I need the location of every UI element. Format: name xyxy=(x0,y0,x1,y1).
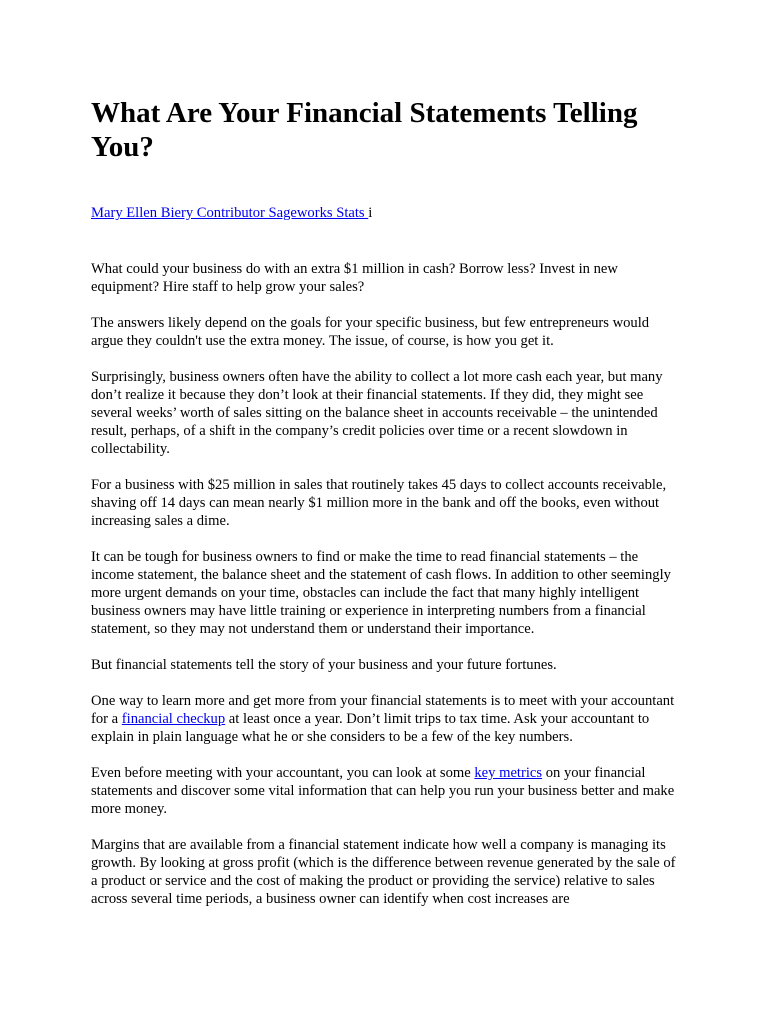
paragraph-7-text-after: at least once a year. Don’t limit trips to tax time. Ask your accountant to explain in plain language what he or she considers to be a few of the key numbers. xyxy=(91,711,650,745)
author-link[interactable]: Mary Ellen Biery Contributor Sageworks Stats xyxy=(91,205,369,221)
paragraph-7-text-before: One way to learn more and get more from your financial statements is to meet with your accountant for a xyxy=(91,693,675,727)
paragraph-6: But financial statements tell the story of your business and your future fortunes. xyxy=(91,657,557,673)
paragraph-4: For a business with $25 million in sales that routinely takes 45 days to collect accounts receivable, shaving off 14 days can mean nearly $1 million more in the bank and off the books, even without increasing sales a dime. xyxy=(91,477,667,529)
financial-checkup-link[interactable]: financial checkup xyxy=(121,711,226,727)
paragraph-8-text-before: Even before meeting with your accountant, you can look at some xyxy=(91,765,475,781)
byline xyxy=(91,204,681,222)
key-metrics-link[interactable]: key metrics xyxy=(474,765,543,781)
paragraph-7 xyxy=(91,692,681,746)
paragraph-8 xyxy=(91,764,681,818)
paragraph-8-text-after: on your financial statements and discover some vital information that can help you run your business better and make more money. xyxy=(91,765,675,817)
article-title: What Are Your Financial Statements Telling You? xyxy=(91,97,638,163)
article-body xyxy=(91,260,681,908)
document-page xyxy=(91,96,681,926)
paragraph-2: The answers likely depend on the goals for your specific business, but few entrepreneurs would argue they couldn't use the extra money. The issue, of course, is how you get it. xyxy=(91,315,650,349)
paragraph-5: It can be tough for business owners to find or make the time to read financial statements – the income statement, the balance sheet and the statement of cash flows. In addition to other seemingly more urgent demands on your time, obstacles can include the fact that many highly intelligent business owners may have little training or experience in interpreting numbers from a financial statement, so they may not understand them or understand their importance. xyxy=(91,549,671,637)
info-icon[interactable]: i xyxy=(368,205,373,221)
paragraph-9: Margins that are available from a financial statement indicate how well a company is managing its growth. By looking at gross profit (which is the difference between revenue generated by the sale of a product or service and the cost of making the product or providing the service) relative to sales across several time periods, a business owner can identify when cost increases are xyxy=(91,837,676,907)
paragraph-1: What could your business do with an extra $1 million in cash? Borrow less? Invest in new equipment? Hire staff to help grow your sales? xyxy=(91,261,618,295)
paragraph-3: Surprisingly, business owners often have the ability to collect a lot more cash each year, but many don’t realize it because they don’t look at their financial statements. If they did, they might see several weeks’ worth of sales sitting on the balance sheet in accounts receivable – the unintended result, perhaps, of a shift in the company’s credit policies over time or a recent slowdown in collectability. xyxy=(91,369,663,457)
